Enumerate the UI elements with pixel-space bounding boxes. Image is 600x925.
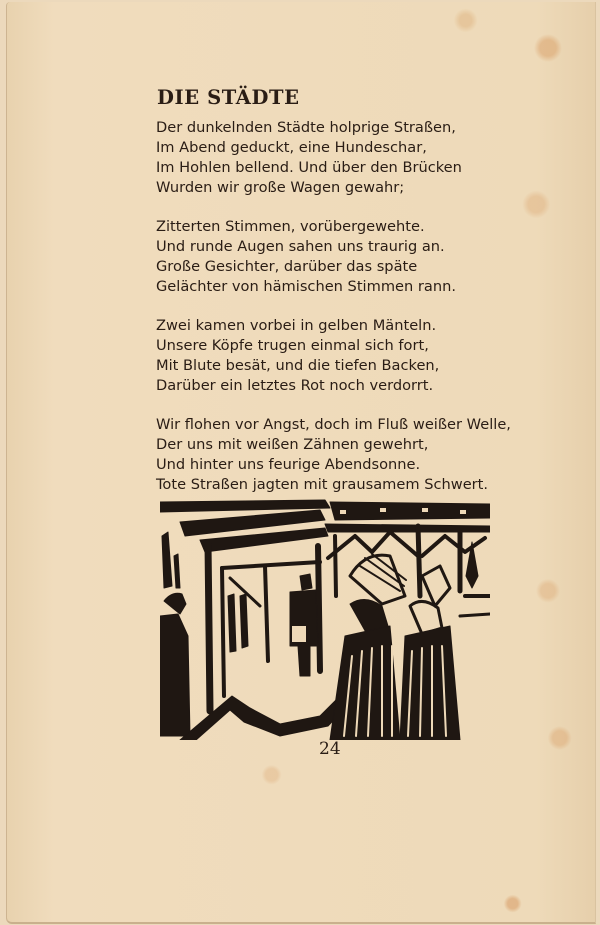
stanza-2 <box>156 217 536 297</box>
poem-line: Und runde Augen sahen uns traurig an. <box>156 238 445 255</box>
poem-line: Im Abend geduckt, eine Hundeschar, <box>156 139 427 156</box>
stanza-4 <box>156 415 536 495</box>
poem-title: DIE STÄDTE <box>157 86 300 109</box>
stanza-1 <box>156 118 536 198</box>
poem-line: Mit Blute besät, und die tiefen Backen, <box>156 357 440 374</box>
poem-line: Gelächter von hämischen Stimmen rann. <box>156 278 456 295</box>
poem-line: Und hinter uns feurige Abendsonne. <box>156 456 421 473</box>
poem-line: Unsere Köpfe trugen einmal sich fort, <box>156 337 429 354</box>
poem-line: Der uns mit weißen Zähnen gewehrt, <box>156 436 429 453</box>
poem-line: Im Hohlen bellend. Und über den Brücken <box>156 159 462 176</box>
poem-line: Große Gesichter, darüber das späte <box>156 258 418 275</box>
poem-line: Wir flohen vor Angst, doch im Fluß weißer Welle, <box>156 416 511 433</box>
poem-line: Wurden wir große Wagen gewahr; <box>156 179 405 196</box>
poem-line: Darüber ein letztes Rot noch verdorrt. <box>156 377 434 394</box>
poem-line: Tote Straßen jagten mit grausamem Schwert. <box>156 476 489 493</box>
woodcut-illustration <box>160 496 490 740</box>
poem-line: Zitterten Stimmen, vorübergewehte. <box>156 218 425 235</box>
poem-body <box>156 118 536 514</box>
book-page <box>6 2 596 924</box>
stanza-3 <box>156 316 536 396</box>
poem-line: Der dunkelnden Städte holprige Straßen, <box>156 119 456 136</box>
page-number: 24 <box>319 739 341 759</box>
poem-line: Zwei kamen vorbei in gelben Mänteln. <box>156 317 437 334</box>
